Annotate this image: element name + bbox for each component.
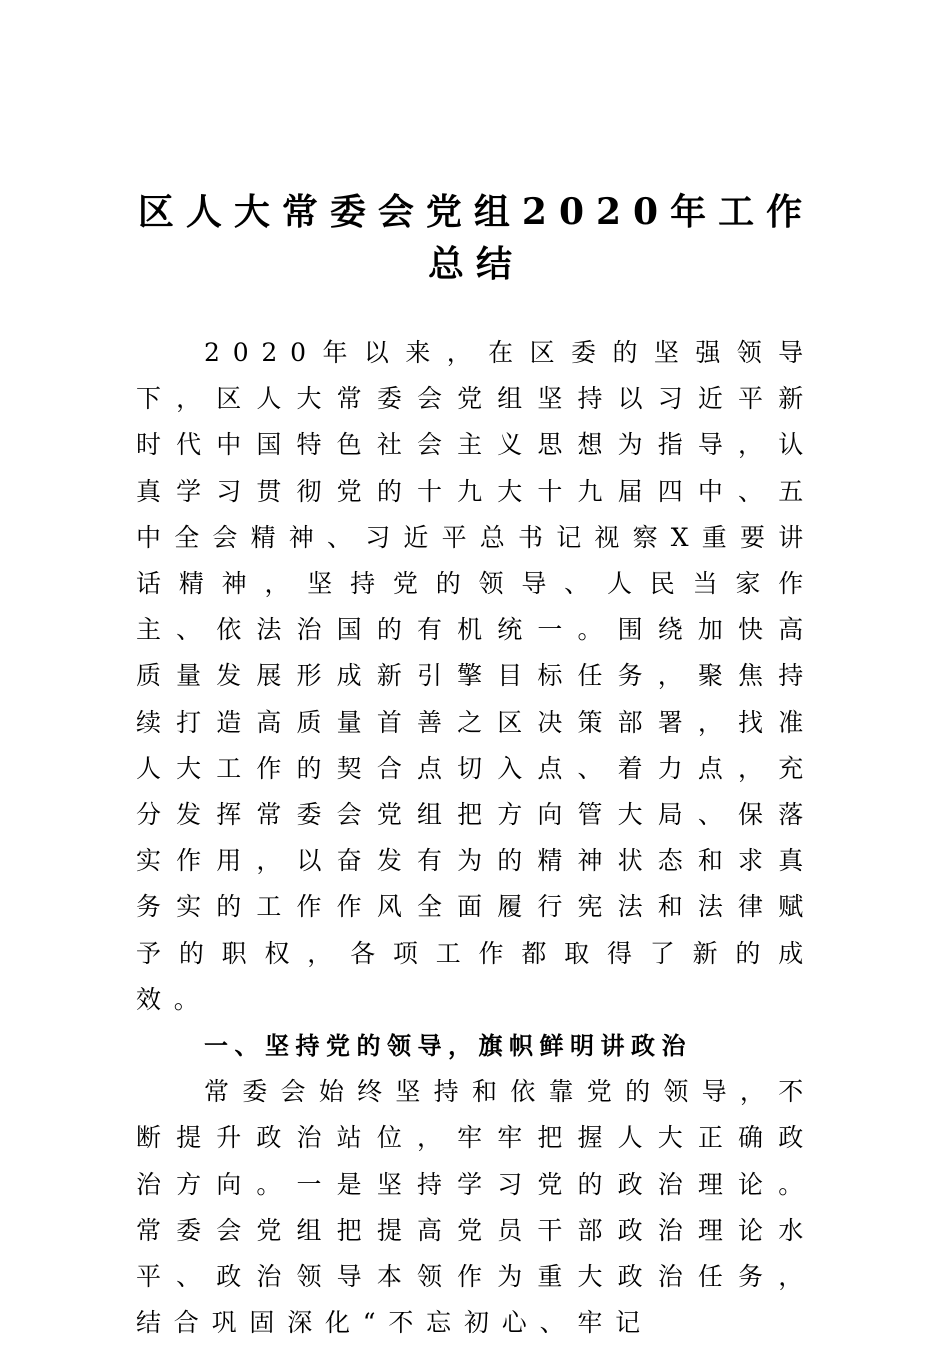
- document-title: [136, 186, 816, 290]
- title-line-1: 区人大常委会党组2020年工作: [137, 191, 815, 233]
- section-heading-1: 一、坚持党的领导，旗帜鲜明讲政治: [204, 1032, 692, 1061]
- intro-paragraph: 2020年以来，在区委的坚强领导下，区人大常委会党组坚持以习近平新时代中国特色社会主义思想为指导，认真学习贯彻党的十九大十九届四中、五中全会精神、习近平总书记视察X重要讲话精神，坚持党的领导、人民当家作主、依法治国的有机统一。围绕加快高质量发展形成新引擎目标任务，聚焦持续打造高质量首善之区决策部署，找准人大工作的契合点切入点、着力点，充分发挥常委会党组把方向管大局、保落实作用，以奋发有为的精神状态和求真务实的工作作风全面履行宪法和法律赋予的职权，各项工作都取得了新的成效。: [136, 338, 816, 1014]
- section-1-paragraph: 常委会始终坚持和依靠党的领导，不断提升政治站位，牢牢把握人大正确政治方向。一是坚持学习党的政治理论。常委会党组把提高党员干部政治理论水平、政治领导本领作为重大政治任务，结合巩固深化“不忘初心、牢记: [136, 1077, 816, 1338]
- title-line-2: 总结: [427, 243, 524, 285]
- document-body: [136, 330, 816, 1346]
